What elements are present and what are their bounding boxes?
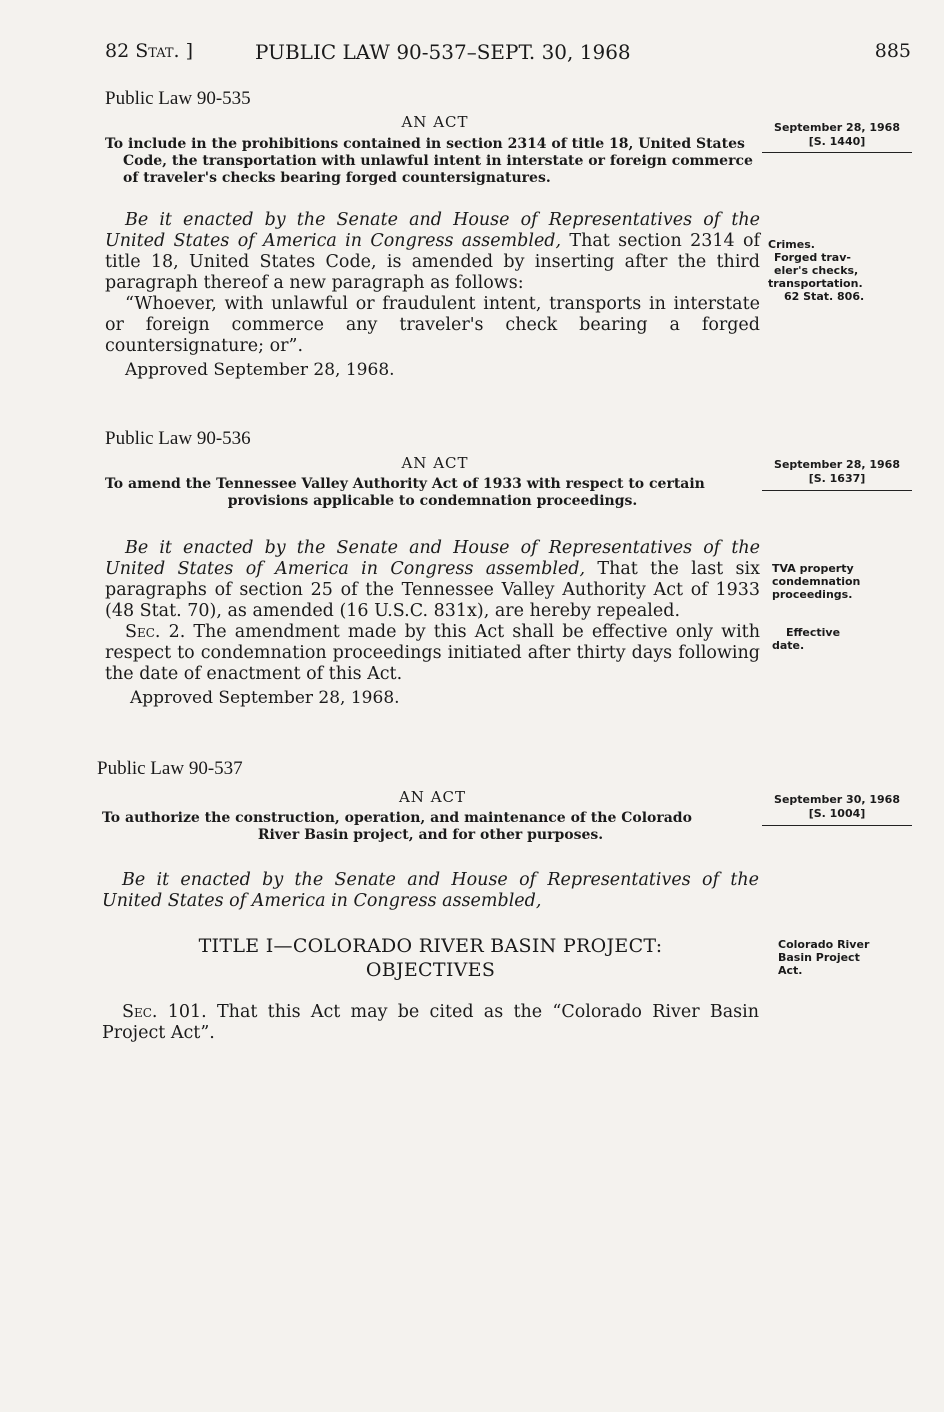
act-purpose xyxy=(102,810,759,844)
section-label: Sec. 2. xyxy=(125,622,186,642)
margin-note-line: 62 Stat. 806. xyxy=(784,290,865,303)
title-heading-line: TITLE I—COLORADO RIVER BASIN PROJECT: xyxy=(198,935,663,957)
law-number: Public Law 90-537 xyxy=(97,758,243,779)
purpose-line: To authorize the construction, operation, and maintenance of the Colorado xyxy=(102,810,692,826)
enacting-clause: Be it enacted by the Senate and House of Representatives of the United States of America in Congress assembled, xyxy=(105,210,760,251)
date-note: September 28, 1968 xyxy=(774,121,900,134)
an-act-heading: AN ACT xyxy=(401,113,469,131)
bill-number: [S. 1440] xyxy=(808,135,866,148)
bill-number: [S. 1637] xyxy=(808,472,866,485)
law-text xyxy=(105,538,760,685)
margin-rule xyxy=(762,490,912,491)
purpose-line: Code, the transportation with unlawful intent in interstate or foreign commerce xyxy=(123,153,753,169)
purpose-line: of traveler's checks bearing forged countersignatures. xyxy=(123,170,551,186)
section-text: That the last six paragraphs of section 25 of the Tennessee Valley Authority Act of 1933 (48 Stat. 70), as amended (16 U.S.C. 831x), are hereby repealed. xyxy=(105,559,760,621)
margin-note-line: TVA property xyxy=(772,562,854,575)
purpose-line: To amend the Tennessee Valley Authority Act of 1933 with respect to certain xyxy=(105,476,705,492)
law-number: Public Law 90-536 xyxy=(105,428,251,449)
law-text xyxy=(102,1002,759,1044)
law-number: Public Law 90-535 xyxy=(105,88,251,109)
law-text xyxy=(102,870,759,912)
margin-rule xyxy=(762,825,912,826)
bill-number: [S. 1004] xyxy=(808,807,866,820)
law-text xyxy=(105,210,760,357)
purpose-line: River Basin project, and for other purposes. xyxy=(257,827,604,843)
date-note: September 30, 1968 xyxy=(774,793,900,806)
purpose-line: To include in the prohibitions contained in section 2314 of title 18, United States xyxy=(105,136,745,152)
act-purpose xyxy=(105,136,760,187)
an-act-heading: AN ACT xyxy=(398,788,467,806)
margin-note-line: proceedings. xyxy=(772,588,853,601)
an-act-heading: AN ACT xyxy=(401,454,469,472)
running-header xyxy=(105,40,911,70)
purpose-line: provisions applicable to condemnation proceedings. xyxy=(227,493,638,509)
title-heading-line: OBJECTIVES xyxy=(365,959,496,981)
margin-note-line: condemnation xyxy=(772,575,861,588)
margin-note-line: Crimes. xyxy=(768,238,815,251)
margin-rule xyxy=(762,152,912,153)
inserted-paragraph: “Whoever, with unlawful or fraudulent intent, transports in interstate or foreign commerce any traveler's check bearing a forged countersignature; or”. xyxy=(105,294,760,356)
page-header-title: PUBLIC LAW 90-537–SEPT. 30, 1968 xyxy=(255,40,631,64)
enactment-date-note xyxy=(762,458,912,486)
enactment-date-note xyxy=(762,793,912,821)
margin-note-line: Forged trav- xyxy=(774,251,851,264)
approval-date: Approved September 28, 1968. xyxy=(130,688,400,708)
margin-note-line: Act. xyxy=(778,964,803,977)
title-heading xyxy=(102,934,759,982)
section-text: That this Act may be cited as the “Colorado River Basin Project Act”. xyxy=(102,1002,759,1043)
margin-note-line: Basin Project xyxy=(778,951,860,964)
margin-note-line: eler's checks, xyxy=(774,264,859,277)
margin-note xyxy=(772,626,912,652)
date-note: September 28, 1968 xyxy=(774,458,900,471)
page-number: 885 xyxy=(874,40,911,62)
margin-note-line: Colorado River xyxy=(778,938,870,951)
margin-note xyxy=(778,938,918,977)
act-purpose xyxy=(105,476,760,510)
volume-reference: 82 Stat. ] xyxy=(105,40,194,62)
enactment-date-note xyxy=(762,121,912,149)
section-label: Sec. 101. xyxy=(122,1002,207,1022)
margin-note xyxy=(772,562,912,601)
margin-note-line: transportation. xyxy=(768,277,863,290)
approval-date: Approved September 28, 1968. xyxy=(125,360,395,380)
enacting-clause: Be it enacted by the Senate and House of Representatives of the United States of America in Congress assembled, xyxy=(105,538,760,579)
margin-note xyxy=(768,238,908,303)
enacting-clause: Be it enacted by the Senate and House of Representatives of the United States of America in Congress assembled, xyxy=(102,870,759,911)
margin-note-line: Effective xyxy=(786,626,841,639)
margin-note-line: date. xyxy=(772,639,805,652)
section-text: That section 2314 of title 18, United States Code, is amended by inserting after the third paragraph thereof a new paragraph as follows: xyxy=(105,231,760,293)
section-text: The amendment made by this Act shall be effective only with respect to condemnation proceedings initiated after thirty days following the date of enactment of this Act. xyxy=(105,622,760,684)
